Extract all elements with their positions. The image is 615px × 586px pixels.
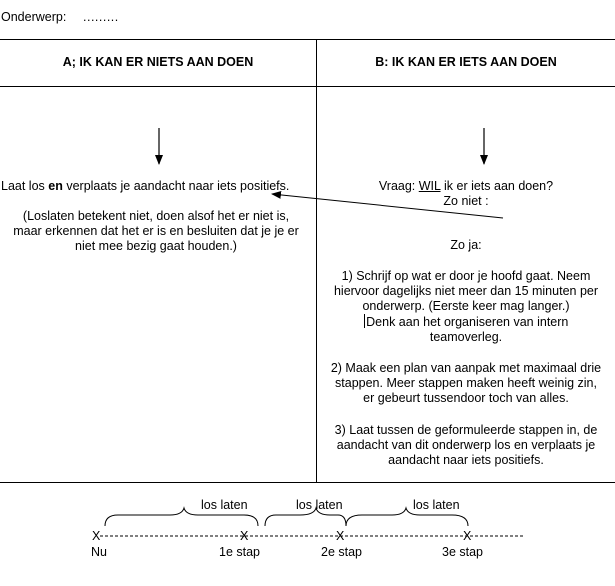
column-a-instruction: Laat los en verplaats je aandacht naar iets positiefs. [1, 179, 290, 193]
column-b-title: B: IK KAN ER IETS AAN DOEN [375, 55, 557, 69]
timeline-label-3e: 3e stap [442, 545, 484, 559]
timeline-label-1e: 1e stap [219, 545, 261, 559]
column-a-note: (Loslaten betekent niet, doen alsof het er niet is, maar erkennen dat het er is en besluiten dat je je er niet mee bezig gaat houden.) [13, 209, 299, 253]
column-b-question: Vraag: WIL ik er iets aan doen? Zo niet : [317, 179, 615, 209]
subject-label: Onderwerp: [1, 10, 67, 24]
timeline-marker-1e: X [240, 529, 249, 543]
timeline-label-2e: 2e stap [321, 545, 363, 559]
step-2: 2) Maak een plan van aanpak met maximaal drie stappen. Meer stappen maken heeft weinig zin, er gebeurt tussendoor toch van alles. [330, 361, 602, 405]
zo-ja-label: Zo ja: [450, 238, 482, 252]
zo-niet-label: Zo niet : [443, 194, 489, 208]
timeline-marker-3e: X [463, 529, 472, 543]
timeline-marker-nu: X [92, 529, 101, 543]
timeline [0, 484, 615, 586]
timeline-marker-2e: X [336, 529, 345, 543]
column-a-title: A; IK KAN ER NIETS AAN DOEN [62, 55, 254, 69]
column-a-instruction-emphasis: en [48, 179, 63, 193]
text-cursor [364, 314, 366, 328]
brace-label-2: los laten [296, 498, 343, 512]
step-3: 3) Laat tussen de geformuleerde stappen in, de aandacht van dit onderwerp los en verplaats je aandacht naar iets positiefs. [334, 423, 598, 467]
wil-emphasis: WIL [418, 179, 441, 193]
timeline-label-nu: Nu [91, 545, 107, 559]
brace-label-1: los laten [201, 498, 248, 512]
brace-label-3: los laten [413, 498, 460, 512]
subject-value: ......... [83, 10, 119, 24]
step-1: 1) Schrijf op wat er door je hoofd gaat. Neem hiervoor dagelijks niet meer dan 15 minuten per onderwerp. (Eerste keer mag langer.) Denk aan het organiseren van intern teamoverleg. [333, 269, 599, 344]
